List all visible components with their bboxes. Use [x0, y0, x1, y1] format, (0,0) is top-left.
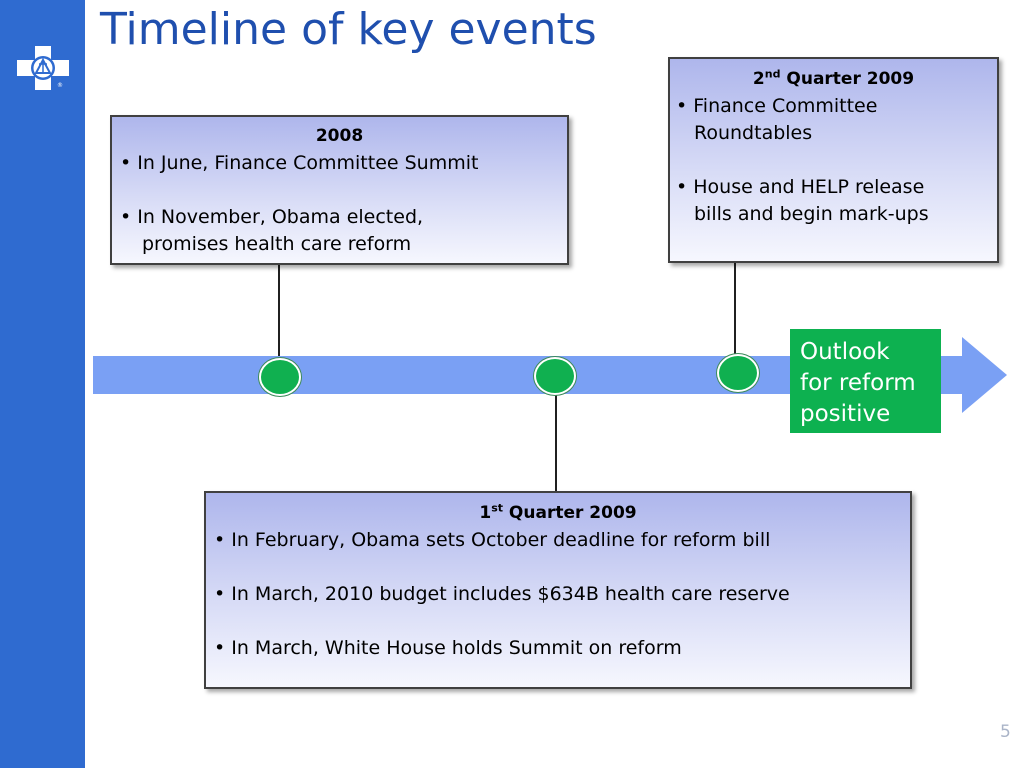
connector-2008 [278, 265, 280, 357]
timeline-marker-q2-2009 [717, 354, 759, 392]
timeline-marker-q1-2009 [534, 357, 576, 395]
event-box-q2-2009 [668, 57, 999, 263]
event-heading: 2nd Quarter 2009 [752, 67, 915, 89]
event-heading: 2008 [315, 126, 364, 146]
event-heading: 1st Quarter 2009 [479, 501, 637, 523]
event-box-2008 [110, 115, 569, 265]
event-bullet: • House and HELP release [676, 176, 925, 198]
event-bullet: • In March, 2010 budget includes $634B health care reserve [214, 583, 790, 605]
outlook-line: positive [800, 401, 891, 427]
event-bullet: • Finance Committee [676, 95, 878, 117]
event-bullet-continuation: promises health care reform [142, 233, 412, 255]
connector-q2-2009 [734, 263, 736, 357]
event-box-q1-2009 [204, 491, 912, 689]
connector-q1-2009 [555, 394, 557, 491]
slide-title: Timeline of key events [100, 4, 597, 55]
event-bullet-continuation: Roundtables [694, 122, 813, 144]
outlook-callout [790, 329, 941, 433]
page-number: 5 [1000, 722, 1011, 742]
event-bullet: • In June, Finance Committee Summit [120, 152, 479, 174]
event-bullet-continuation: bills and begin mark-ups [694, 203, 929, 225]
event-bullet: • In February, Obama sets October deadline for reform bill [214, 529, 771, 551]
brand-sidebar [0, 0, 85, 768]
registered-mark: ® [57, 82, 63, 89]
event-bullet: • In March, White House holds Summit on reform [214, 637, 682, 659]
timeline-arrowhead-icon [962, 337, 1007, 413]
outlook-line: Outlook [800, 339, 890, 365]
outlook-line: for reform [800, 370, 916, 396]
timeline-marker-2008 [259, 358, 301, 396]
event-bullet: • In November, Obama elected, [120, 206, 424, 228]
